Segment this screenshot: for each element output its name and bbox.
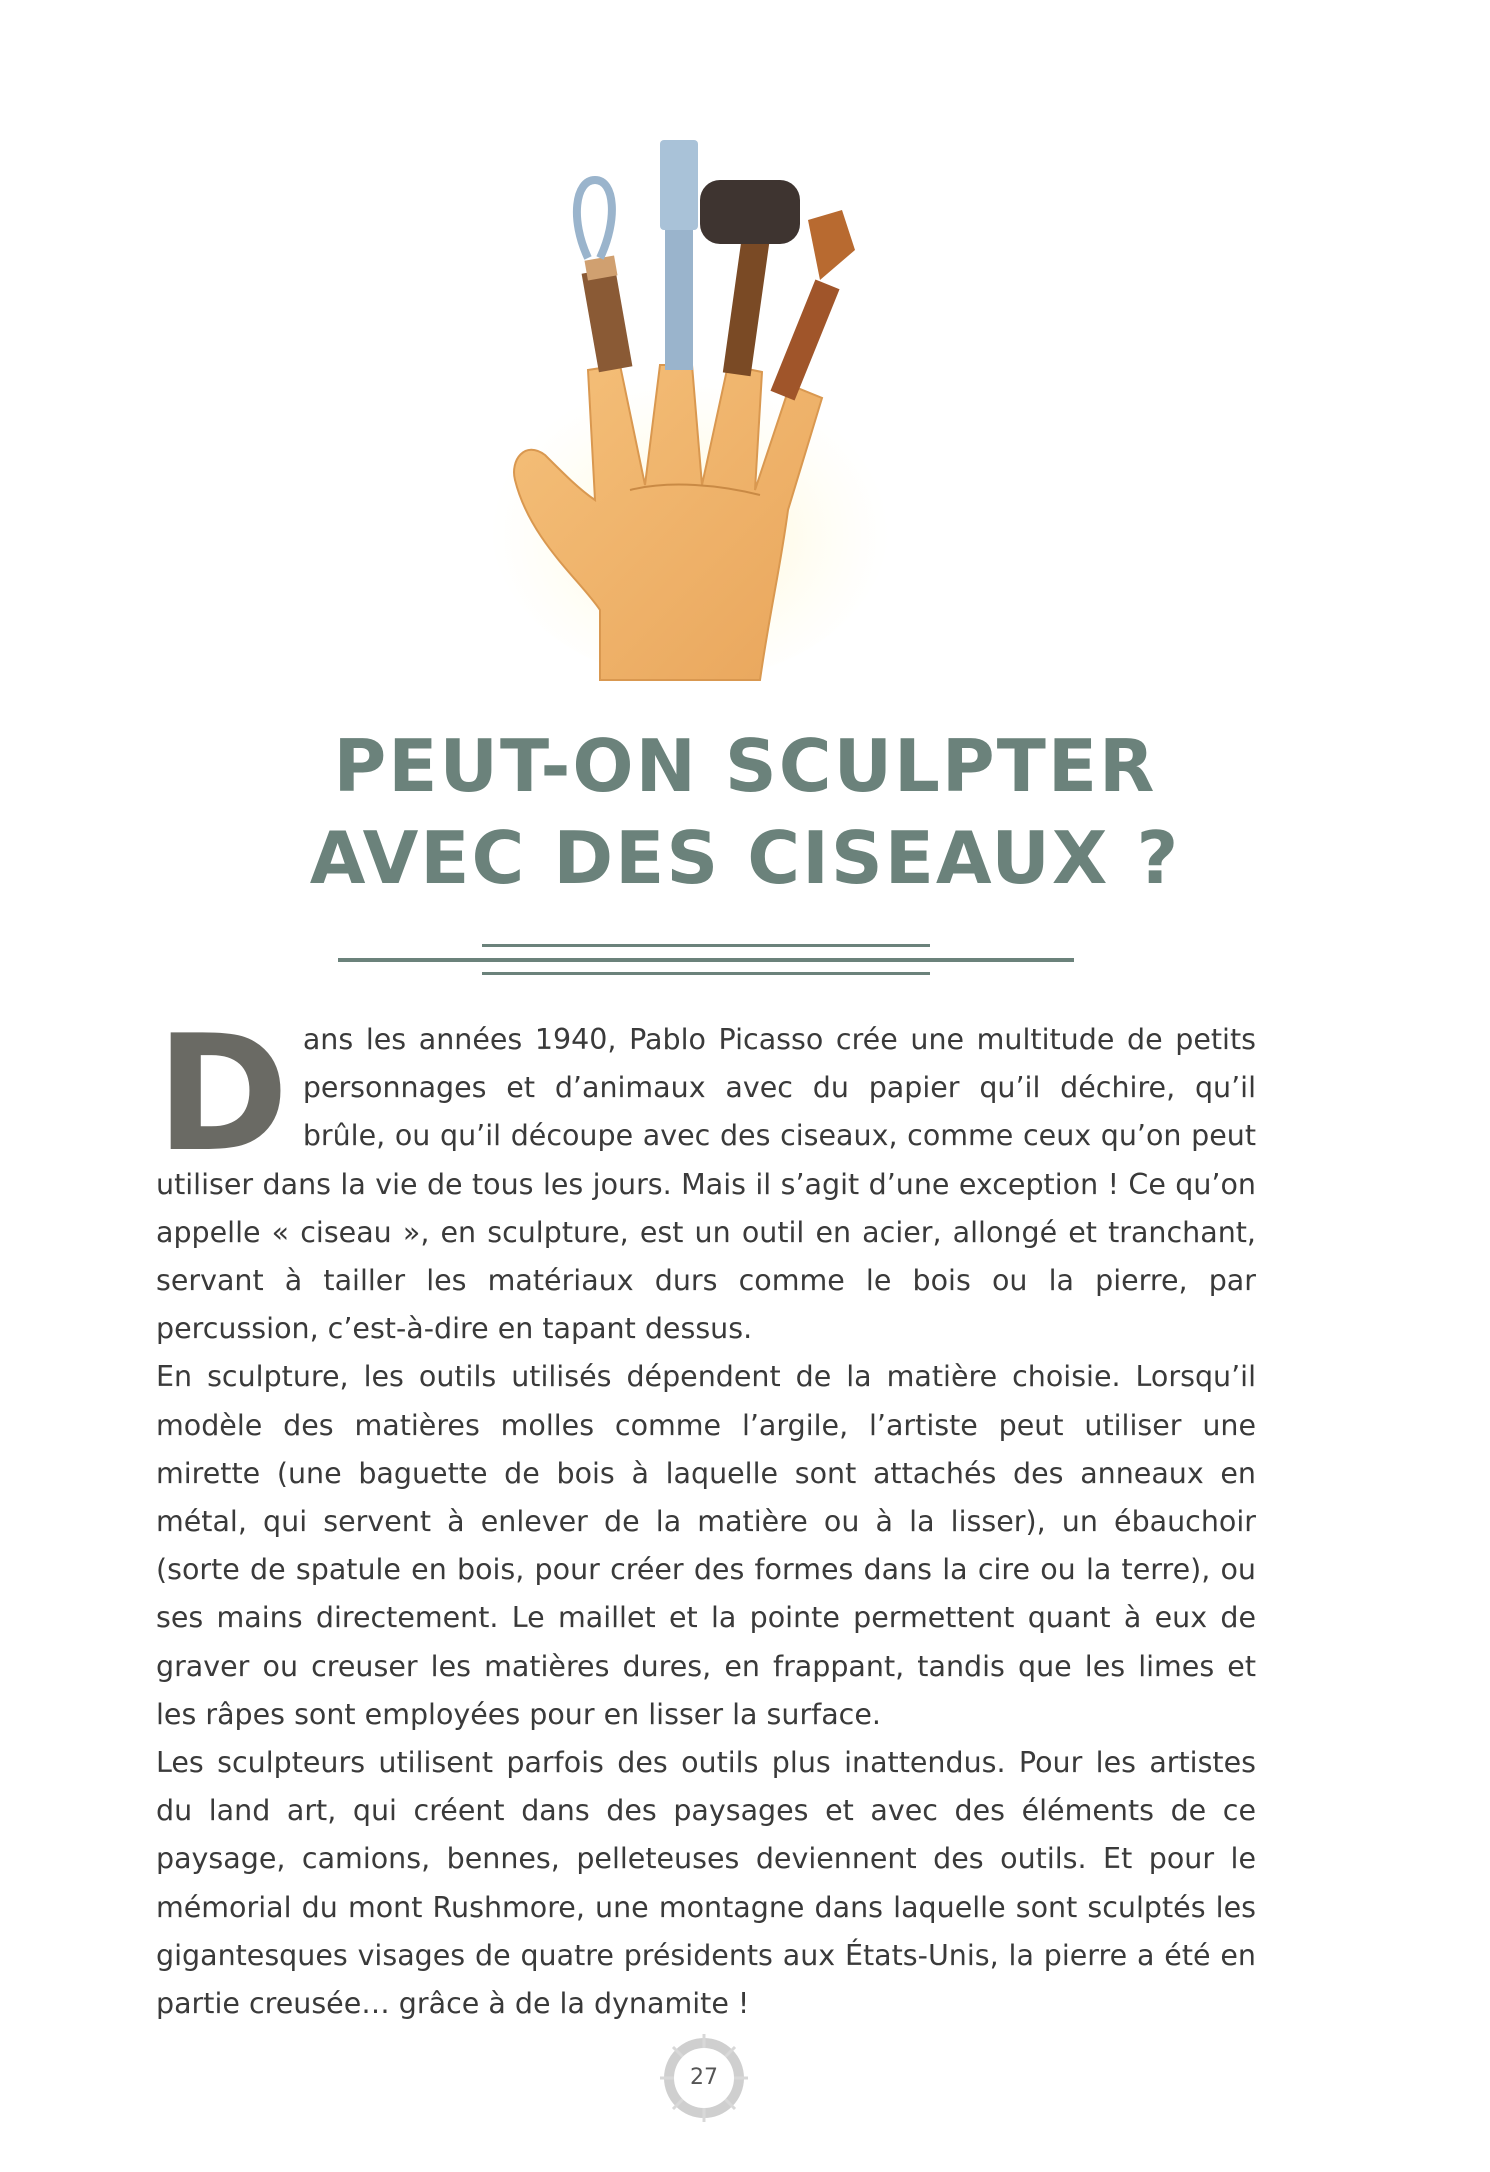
title-line-1: PEUT-ON SCULPTER bbox=[333, 724, 1157, 808]
page-number: 27 bbox=[690, 2065, 718, 2090]
paragraph-1-text: ans les années 1940, Pablo Picasso crée une multitude de petits personnages et d’animaux avec du papier qu’il déchire, qu’il brûle, ou qu’il découpe avec des ciseaux, comme ceux qu’on peut utiliser dans la vie de tous les jours. Mais il s’agit d’une exception ! Ce qu’on appelle « ciseau », en sculpture, est un outil en acier, allongé et tranchant, servant à tailler les matériaux durs comme le bois ou la pierre, par percussion, c’est-à-dire en tapant dessus. bbox=[156, 1023, 1256, 1346]
title-divider-short-bottom bbox=[482, 972, 930, 975]
title-divider-short-top bbox=[482, 944, 930, 947]
title-divider-long bbox=[338, 958, 1074, 962]
page-title bbox=[0, 720, 1490, 904]
paragraph-3: Les sculpteurs utilisent parfois des outils plus inattendus. Pour les artistes du land art, qui créent dans des paysages et avec des éléments de ce paysage, camions, bennes, pelleteuses deviennent des outils. Et pour le mémorial du mont Rushmore, une montagne dans laquelle sont sculptés les gigantesques visages de quatre présidents aux États-Unis, la pierre a été en partie creusée… grâce à de la dynamite ! bbox=[156, 1746, 1256, 2021]
article-body bbox=[156, 1000, 1256, 2028]
title-line-2: AVEC DES CISEAUX ? bbox=[309, 816, 1181, 900]
paragraph-1 bbox=[156, 1000, 1256, 1353]
hand-with-sculpting-tools-icon bbox=[470, 140, 950, 700]
paragraph-2: En sculpture, les outils utilisés dépendent de la matière choisie. Lorsqu’il modèle des matières molles comme l’argile, l’artiste peut utiliser une mirette (une baguette de bois à laquelle sont attachés des anneaux en métal, qui servent à enlever de la matière ou à la lisser), un ébauchoir (sorte de spatule en bois, pour créer des formes dans la cire ou la terre), ou ses mains directement. Le maillet et la pointe permettent quant à eux de graver ou creuser les matières dures, en frappant, tandis que les limes et les râpes sont employées pour en lisser la surface. bbox=[156, 1360, 1256, 1731]
dropcap: D bbox=[156, 1000, 289, 1187]
